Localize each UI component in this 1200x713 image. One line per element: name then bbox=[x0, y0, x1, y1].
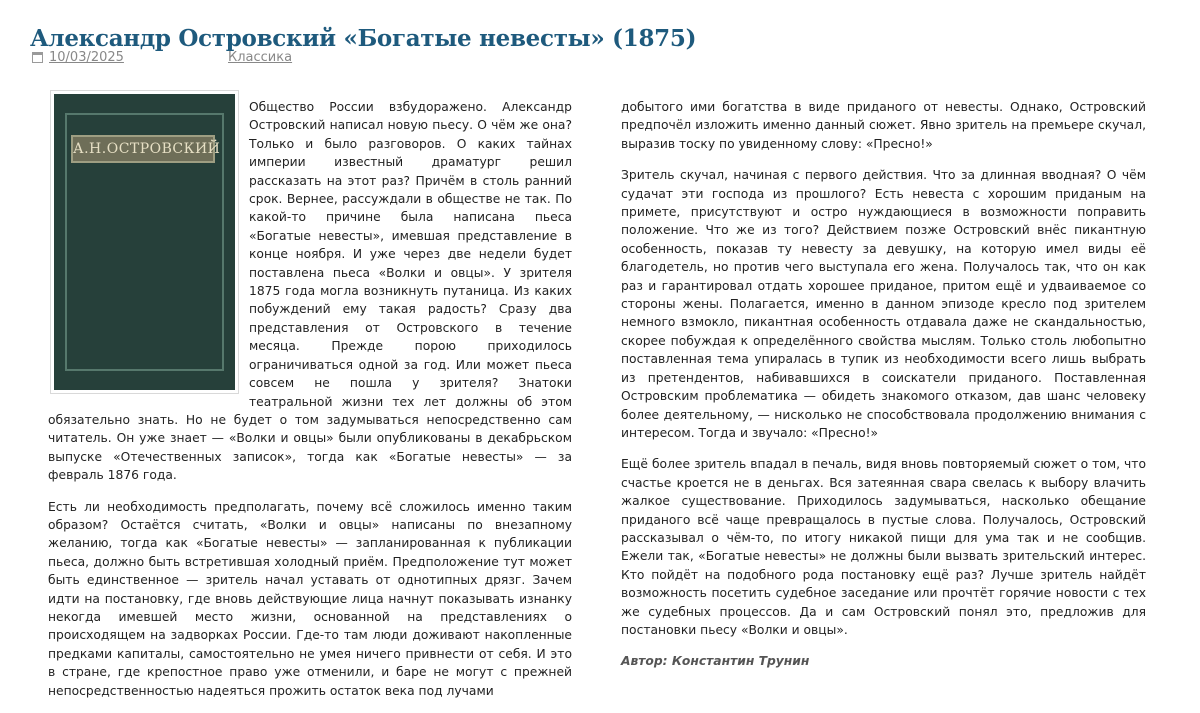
book-cover-label: А.Н.ОСТРОВСКИЙ bbox=[71, 135, 215, 163]
article-column-right bbox=[621, 98, 1146, 684]
post-date-link[interactable]: 10/03/2025 bbox=[49, 50, 124, 65]
calendar-icon bbox=[32, 52, 43, 63]
article-paragraph: Ещё более зритель впадал в печаль, видя вновь повторяемый сюжет о том, что счастье кроется не в деньгах. Вся затеянная свара свелась к выбору влачить жалкое существование. Приходилось задумываться, насколько обещание приданого всё чаще превращалось в пустые слова. Получалось, Островский рассказывал о чём-то, по итогу никакой пищи для ума так и не сообщив. Ежели так, «Богатые невесты» не должны были вызвать зрительский интерес. Кто пойдёт на подобного рода постановку ещё раз? Лучше зритель найдёт возможность посетить судебное заседание или прочтёт горячие новости с тех же судебных процессов. Да и сам Островский понял это, предложив для постановки пьесу «Волки и овцы». bbox=[621, 457, 1146, 637]
article-paragraph: Общество России взбудоражено. Александр Островский написал новую пьесу. О чём же она? Только и было разговоров. О каких тайнах империи известный драматург решил рассказать на этот раз? Причём в столь ранний срок. Вернее, рассуждали в обществе не так. По какой-то причине была написана пьеса «Богатые невесты», имевшая представление в конце ноября. И уже через две недели будет поставлена пьеса «Волки и овцы». У зрителя 1875 года могла возникнуть путаница. Из каких побуждений ему такая радость? Сразу два представления от Островского в течение месяца. Прежде порою приходилось ограничиваться одной за год. Или может пьеса совсем не пошла у зрителя? Знатоки театральной жизни тех лет должны об этом обязательно знать. Но не будет о том задумываться непосредственно сам читатель. Он уже знает — «Волки и овцы» были опубликованы в декабрьском выпуске «Отечественных записок», тогда как «Богатые невесты» — за февраль 1876 года. bbox=[48, 100, 572, 483]
author-signature: Автор: Константин Трунин bbox=[621, 654, 810, 669]
article-column-left bbox=[48, 98, 572, 713]
article-paragraph: Есть ли необходимость предполагать, почему всё сложилось именно таким образом? Остаётся считать, «Волки и овцы» написаны по внезапному желанию, тогда как «Богатые невесты» — запланированная к публикации пьеса, должно быть встретившая холодный приём. Предположение тут может быть единственное — зритель начал уставать от однотипных дрязг. Зачем идти на постановку, где вновь действующие лица начнут показывать изнанку некогда имевшей место жизни, основанной на представлениях о происходящем на задворках России. Где-то там люди доживают накопленные предками капиталы, самостоятельно не умея ничего привнести от себя. И это в стране, где крепостное право уже отменили, и баре не могут с прежней непосредственностью надеяться прожить остаток века под лучами bbox=[48, 499, 572, 698]
article-paragraph: добытого ими богатства в виде приданого от невесты. Однако, Островский предпочёл изложить именно данный сюжет. Явно зритель на премьере скучал, выразив тоску по увиденному слову: «Пресно!» bbox=[621, 100, 1146, 151]
article-title: Александр Островский «Богатые невесты» (1875) bbox=[30, 25, 697, 53]
category-link[interactable]: Классика bbox=[228, 50, 293, 65]
book-cover-image bbox=[50, 90, 239, 394]
post-meta bbox=[32, 50, 293, 65]
article-paragraph: Зритель скучал, начиная с первого действия. Что за длинная вводная? О чём судачат эти господа из прошлого? Есть невеста с хорошим приданым на примете, присутствуют и остро нуждающиеся в возможности поправить положение. Что же из того? Действием позже Островский внёс пикантную особенность, показав ту невесту за девушку, на которую имел виды её благодетель, но против чего выступала его жена. Получалось так, что он как раз и гарантировал отдать хорошее приданое, притом ещё и удваиваемое со стороны жены. Полагается, именно в данном эпизоде кресло под зрителем немного взмокло, пикантная особенность отдавала даже не скандальностью, скорее побуждая к определённого свойства мыслям. Только столь любопытно поставленная тема упиралась в тупик из необходимости всего лишь выбрать из претендентов, набивавшихся в соискатели приданого. Поставленная Островским проблематика — обидеть знакомого отказом, дав шанс человеку более деятельному, — нисколько не способствовала продолжению внимания с интересом. Тогда и звучало: «Пресно!» bbox=[621, 168, 1146, 440]
